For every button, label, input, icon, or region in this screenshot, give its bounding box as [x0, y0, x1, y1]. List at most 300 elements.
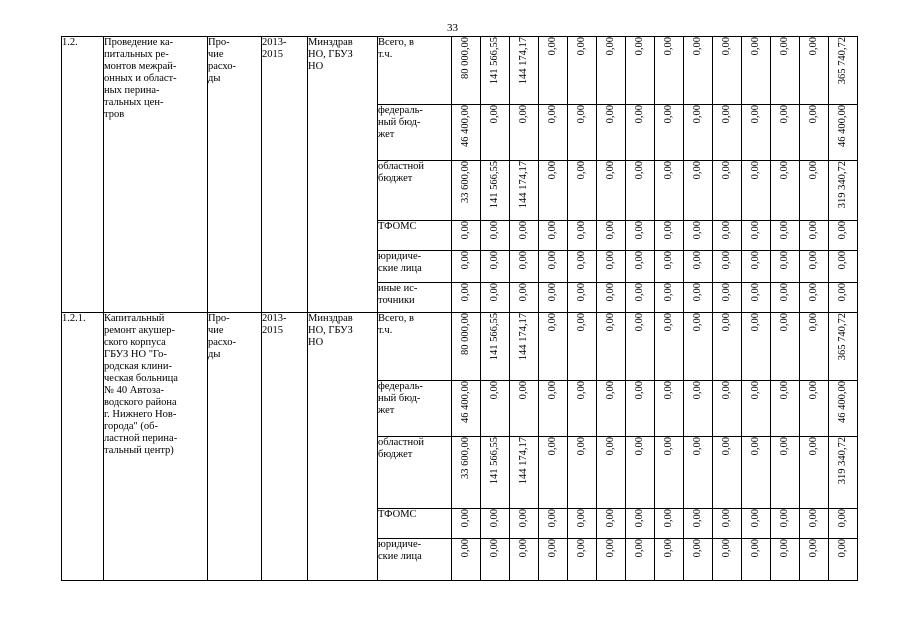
funding-source	[378, 509, 452, 539]
amount-cell	[452, 509, 481, 539]
amount-value: 144 174,17	[518, 161, 529, 209]
amount-value: 0,00	[634, 313, 645, 332]
amount-value: 0,00	[576, 221, 587, 240]
amount-value: 0,00	[721, 37, 732, 56]
amount-cell	[626, 539, 655, 581]
amount-cell	[568, 381, 597, 437]
amount-cell	[655, 313, 684, 381]
amount-value: 0,00	[576, 283, 587, 302]
amount-cell	[452, 105, 481, 161]
amount-cell	[568, 539, 597, 581]
period-text: 2013- 2015	[262, 313, 287, 336]
amount-value: 0,00	[547, 105, 558, 124]
amount-cell	[510, 161, 539, 221]
amount-cell	[829, 37, 858, 105]
amount-value: 0,00	[547, 539, 558, 558]
amount-value: 0,00	[576, 381, 587, 400]
amount-cell	[771, 283, 800, 313]
amount-value: 0,00	[547, 283, 558, 302]
amount-value: 0,00	[576, 37, 587, 56]
amount-value: 0,00	[663, 221, 674, 240]
amount-cell	[713, 509, 742, 539]
amount-value: 0,00	[547, 437, 558, 456]
amount-cell	[655, 105, 684, 161]
amount-cell	[655, 283, 684, 313]
amount-cell	[597, 381, 626, 437]
amount-cell	[539, 437, 568, 509]
amount-value: 0,00	[605, 539, 616, 558]
amount-cell	[452, 251, 481, 283]
amount-value: 0,00	[721, 313, 732, 332]
amount-cell	[684, 37, 713, 105]
amount-cell	[568, 437, 597, 509]
amount-value: 46 400,00	[460, 381, 471, 423]
amount-value: 0,00	[489, 539, 500, 558]
amount-cell	[684, 221, 713, 251]
amount-value: 0,00	[634, 161, 645, 180]
amount-value: 0,00	[721, 437, 732, 456]
amount-cell	[626, 509, 655, 539]
amount-value: 0,00	[779, 381, 790, 400]
amount-cell	[510, 37, 539, 105]
amount-value: 0,00	[547, 381, 558, 400]
amount-cell	[829, 437, 858, 509]
amount-value: 319 340,72	[837, 437, 848, 485]
amount-value: 0,00	[663, 437, 674, 456]
amount-value: 0,00	[634, 37, 645, 56]
amount-cell	[568, 283, 597, 313]
amount-cell	[684, 313, 713, 381]
amount-cell	[713, 313, 742, 381]
amount-value: 0,00	[721, 539, 732, 558]
funding-source	[378, 251, 452, 283]
amount-value: 0,00	[837, 221, 848, 240]
amount-value: 144 174,17	[518, 313, 529, 361]
funding-source	[378, 539, 452, 581]
amount-cell	[829, 381, 858, 437]
amount-value: 0,00	[750, 283, 761, 302]
amount-cell	[568, 509, 597, 539]
amount-cell	[452, 37, 481, 105]
executor	[308, 313, 378, 581]
amount-cell	[684, 283, 713, 313]
amount-cell	[481, 161, 510, 221]
item-name-text: Капитальный ремонт акушер- ского корпуса ГБУЗ НО "Го- родская клини- ческая больница № 40 Автоза- водского района г. Нижнего Нов- города" (об- ластной перина- тальный центр)	[104, 313, 178, 456]
amount-value: 0,00	[605, 509, 616, 528]
amount-value: 0,00	[750, 509, 761, 528]
amount-cell	[597, 539, 626, 581]
amount-cell	[684, 105, 713, 161]
amount-value: 80 000,00	[460, 313, 471, 355]
amount-cell	[742, 381, 771, 437]
amount-cell	[684, 251, 713, 283]
funding-source	[378, 161, 452, 221]
amount-value: 0,00	[634, 283, 645, 302]
amount-value: 0,00	[837, 509, 848, 528]
amount-cell	[481, 381, 510, 437]
amount-value: 141 566,55	[489, 313, 500, 361]
amount-cell	[626, 381, 655, 437]
amount-value: 46 400,00	[837, 105, 848, 147]
amount-cell	[771, 221, 800, 251]
executor-text: Минздрав НО, ГБУЗ НО	[308, 313, 353, 348]
amount-cell	[655, 161, 684, 221]
amount-value: 0,00	[663, 539, 674, 558]
amount-value: 0,00	[750, 437, 761, 456]
amount-cell	[829, 251, 858, 283]
amount-value: 0,00	[460, 251, 471, 270]
item-code: 1.2.	[62, 37, 104, 313]
amount-cell	[771, 105, 800, 161]
amount-cell	[597, 221, 626, 251]
amount-cell	[626, 437, 655, 509]
amount-cell	[684, 437, 713, 509]
amount-value: 0,00	[576, 313, 587, 332]
amount-value: 0,00	[634, 539, 645, 558]
amount-value: 0,00	[634, 437, 645, 456]
amount-cell	[829, 283, 858, 313]
amount-cell	[771, 437, 800, 509]
amount-value: 0,00	[605, 105, 616, 124]
amount-cell	[539, 313, 568, 381]
amount-value: 0,00	[808, 221, 819, 240]
amount-cell	[510, 381, 539, 437]
amount-cell	[829, 509, 858, 539]
amount-cell	[481, 37, 510, 105]
amount-value: 0,00	[489, 251, 500, 270]
amount-value: 0,00	[489, 381, 500, 400]
amount-cell	[626, 221, 655, 251]
amount-value: 0,00	[808, 161, 819, 180]
amount-cell	[800, 221, 829, 251]
amount-cell	[452, 221, 481, 251]
amount-cell	[539, 221, 568, 251]
amount-value: 0,00	[605, 437, 616, 456]
amount-value: 0,00	[779, 251, 790, 270]
amount-cell	[510, 313, 539, 381]
amount-value: 0,00	[692, 105, 703, 124]
amount-value: 141 566,55	[489, 37, 500, 85]
amount-cell	[713, 105, 742, 161]
funding-source	[378, 313, 452, 381]
amount-cell	[655, 381, 684, 437]
amount-value: 0,00	[692, 509, 703, 528]
amount-cell	[771, 509, 800, 539]
amount-cell	[597, 161, 626, 221]
amount-cell	[626, 283, 655, 313]
amount-cell	[713, 161, 742, 221]
amount-cell	[742, 437, 771, 509]
expense-type	[208, 313, 262, 581]
amount-value: 0,00	[663, 283, 674, 302]
amount-value: 0,00	[750, 37, 761, 56]
amount-value: 0,00	[750, 539, 761, 558]
amount-cell	[771, 381, 800, 437]
funding-source-label: ТФОМС	[378, 221, 417, 232]
amount-value: 0,00	[808, 283, 819, 302]
item-name	[104, 37, 208, 313]
implementation-period	[262, 37, 308, 313]
amount-value: 0,00	[605, 161, 616, 180]
amount-value: 0,00	[779, 105, 790, 124]
implementation-period	[262, 313, 308, 581]
funding-source-label: федераль- ный бюд- жет	[378, 381, 423, 416]
amount-value: 0,00	[547, 313, 558, 332]
amount-value: 0,00	[692, 539, 703, 558]
amount-value: 0,00	[721, 509, 732, 528]
amount-value: 0,00	[663, 509, 674, 528]
amount-value: 0,00	[750, 313, 761, 332]
amount-value: 0,00	[634, 105, 645, 124]
table-row	[62, 313, 858, 381]
amount-value: 0,00	[837, 251, 848, 270]
amount-cell	[597, 37, 626, 105]
amount-cell	[568, 313, 597, 381]
amount-value: 0,00	[779, 221, 790, 240]
amount-cell	[771, 37, 800, 105]
amount-value: 0,00	[692, 161, 703, 180]
expense-type-text: Про- чие расхо- ды	[208, 313, 237, 360]
amount-value: 0,00	[750, 161, 761, 180]
amount-value: 0,00	[518, 509, 529, 528]
amount-value: 0,00	[692, 381, 703, 400]
amount-value: 0,00	[576, 509, 587, 528]
amount-cell	[742, 37, 771, 105]
amount-value: 0,00	[808, 313, 819, 332]
amount-cell	[742, 313, 771, 381]
amount-value: 0,00	[576, 105, 587, 124]
amount-cell	[713, 37, 742, 105]
amount-cell	[481, 509, 510, 539]
amount-value: 0,00	[779, 161, 790, 180]
amount-cell	[452, 161, 481, 221]
expense-type-text: Про- чие расхо- ды	[208, 37, 237, 84]
amount-value: 0,00	[750, 221, 761, 240]
amount-cell	[800, 313, 829, 381]
amount-cell	[510, 437, 539, 509]
amount-cell	[568, 221, 597, 251]
amount-cell	[539, 105, 568, 161]
amount-value: 33 600,00	[460, 161, 471, 203]
amount-cell	[713, 251, 742, 283]
amount-value: 0,00	[518, 381, 529, 400]
item-name-text: Проведение ка- питальных ре- монтов межрай- онных и област- ных перина- тальных цен- тров	[104, 37, 177, 120]
amount-cell	[829, 313, 858, 381]
amount-cell	[481, 221, 510, 251]
amount-value: 0,00	[489, 283, 500, 302]
funding-source	[378, 37, 452, 105]
amount-value: 0,00	[808, 251, 819, 270]
amount-cell	[452, 437, 481, 509]
amount-value: 0,00	[460, 283, 471, 302]
amount-value: 80 000,00	[460, 37, 471, 79]
amount-value: 0,00	[489, 105, 500, 124]
amount-value: 0,00	[605, 313, 616, 332]
amount-cell	[539, 251, 568, 283]
amount-cell	[800, 539, 829, 581]
amount-cell	[771, 313, 800, 381]
amount-value: 0,00	[750, 251, 761, 270]
amount-cell	[481, 105, 510, 161]
amount-cell	[481, 251, 510, 283]
amount-cell	[829, 539, 858, 581]
amount-cell	[626, 161, 655, 221]
funding-source-label: областной бюджет	[378, 437, 424, 460]
amount-cell	[539, 539, 568, 581]
amount-value: 0,00	[576, 161, 587, 180]
amount-cell	[829, 105, 858, 161]
amount-cell	[539, 509, 568, 539]
amount-cell	[510, 283, 539, 313]
amount-value: 0,00	[721, 221, 732, 240]
amount-cell	[655, 437, 684, 509]
amount-cell	[684, 509, 713, 539]
amount-cell	[742, 221, 771, 251]
amount-cell	[568, 37, 597, 105]
amount-cell	[452, 313, 481, 381]
amount-value: 0,00	[518, 251, 529, 270]
amount-value: 0,00	[779, 37, 790, 56]
amount-cell	[771, 539, 800, 581]
amount-value: 0,00	[663, 37, 674, 56]
amount-cell	[481, 437, 510, 509]
amount-value: 0,00	[605, 251, 616, 270]
funding-source-label: федераль- ный бюд- жет	[378, 105, 423, 140]
amount-value: 0,00	[518, 539, 529, 558]
amount-cell	[452, 381, 481, 437]
amount-cell	[510, 509, 539, 539]
amount-value: 0,00	[460, 221, 471, 240]
executor-text: Минздрав НО, ГБУЗ НО	[308, 37, 353, 72]
amount-cell	[742, 283, 771, 313]
amount-value: 0,00	[518, 283, 529, 302]
amount-cell	[800, 283, 829, 313]
amount-value: 46 400,00	[837, 381, 848, 423]
amount-value: 141 566,55	[489, 437, 500, 485]
amount-cell	[539, 283, 568, 313]
amount-value: 0,00	[721, 251, 732, 270]
amount-cell	[539, 37, 568, 105]
amount-cell	[684, 381, 713, 437]
amount-value: 365 740,72	[837, 37, 848, 85]
funding-source-label: Всего, в т.ч.	[378, 313, 414, 336]
amount-value: 0,00	[779, 509, 790, 528]
amount-cell	[510, 221, 539, 251]
amount-cell	[481, 313, 510, 381]
amount-cell	[713, 283, 742, 313]
amount-value: 0,00	[663, 251, 674, 270]
amount-cell	[742, 105, 771, 161]
amount-cell	[539, 161, 568, 221]
amount-cell	[481, 283, 510, 313]
amount-cell	[684, 539, 713, 581]
amount-cell	[655, 37, 684, 105]
amount-cell	[800, 381, 829, 437]
amount-value: 0,00	[663, 313, 674, 332]
amount-value: 0,00	[576, 437, 587, 456]
item-name	[104, 313, 208, 581]
amount-cell	[597, 509, 626, 539]
period-text: 2013- 2015	[262, 37, 287, 60]
amount-cell	[655, 509, 684, 539]
amount-value: 0,00	[605, 221, 616, 240]
amount-value: 0,00	[808, 539, 819, 558]
amount-value: 0,00	[634, 221, 645, 240]
amount-cell	[800, 509, 829, 539]
funding-source	[378, 221, 452, 251]
amount-cell	[626, 37, 655, 105]
amount-cell	[510, 539, 539, 581]
amount-value: 0,00	[808, 381, 819, 400]
amount-value: 0,00	[808, 509, 819, 528]
amount-cell	[568, 161, 597, 221]
amount-value: 0,00	[576, 251, 587, 270]
amount-value: 0,00	[605, 381, 616, 400]
amount-value: 319 340,72	[837, 161, 848, 209]
amount-cell	[800, 161, 829, 221]
amount-value: 0,00	[576, 539, 587, 558]
amount-value: 0,00	[721, 161, 732, 180]
amount-value: 0,00	[547, 37, 558, 56]
amount-cell	[597, 313, 626, 381]
amount-value: 0,00	[692, 251, 703, 270]
amount-cell	[713, 381, 742, 437]
amount-value: 0,00	[692, 437, 703, 456]
amount-cell	[713, 437, 742, 509]
amount-value: 0,00	[692, 313, 703, 332]
amount-cell	[481, 539, 510, 581]
amount-value: 0,00	[837, 539, 848, 558]
funding-source	[378, 105, 452, 161]
amount-cell	[452, 539, 481, 581]
amount-value: 0,00	[808, 437, 819, 456]
amount-cell	[829, 161, 858, 221]
amount-value: 0,00	[547, 251, 558, 270]
amount-cell	[452, 283, 481, 313]
amount-value: 0,00	[721, 381, 732, 400]
amount-cell	[626, 251, 655, 283]
amount-value: 0,00	[779, 437, 790, 456]
amount-value: 0,00	[692, 221, 703, 240]
amount-value: 0,00	[808, 105, 819, 124]
amount-cell	[597, 251, 626, 283]
amount-value: 0,00	[547, 509, 558, 528]
funding-source	[378, 381, 452, 437]
amount-cell	[626, 313, 655, 381]
amount-cell	[742, 251, 771, 283]
amount-value: 0,00	[663, 381, 674, 400]
amount-value: 0,00	[721, 105, 732, 124]
amount-cell	[771, 161, 800, 221]
budget-table	[61, 36, 858, 581]
amount-value: 0,00	[460, 539, 471, 558]
table-row	[62, 37, 858, 105]
amount-value: 46 400,00	[460, 105, 471, 147]
amount-cell	[742, 539, 771, 581]
amount-cell	[800, 251, 829, 283]
amount-value: 0,00	[663, 161, 674, 180]
funding-source-label: ТФОМС	[378, 509, 417, 520]
amount-value: 0,00	[750, 381, 761, 400]
funding-source	[378, 283, 452, 313]
funding-source	[378, 437, 452, 509]
amount-cell	[510, 251, 539, 283]
amount-value: 0,00	[779, 313, 790, 332]
amount-value: 33 600,00	[460, 437, 471, 479]
amount-cell	[597, 105, 626, 161]
amount-cell	[684, 161, 713, 221]
amount-cell	[800, 437, 829, 509]
